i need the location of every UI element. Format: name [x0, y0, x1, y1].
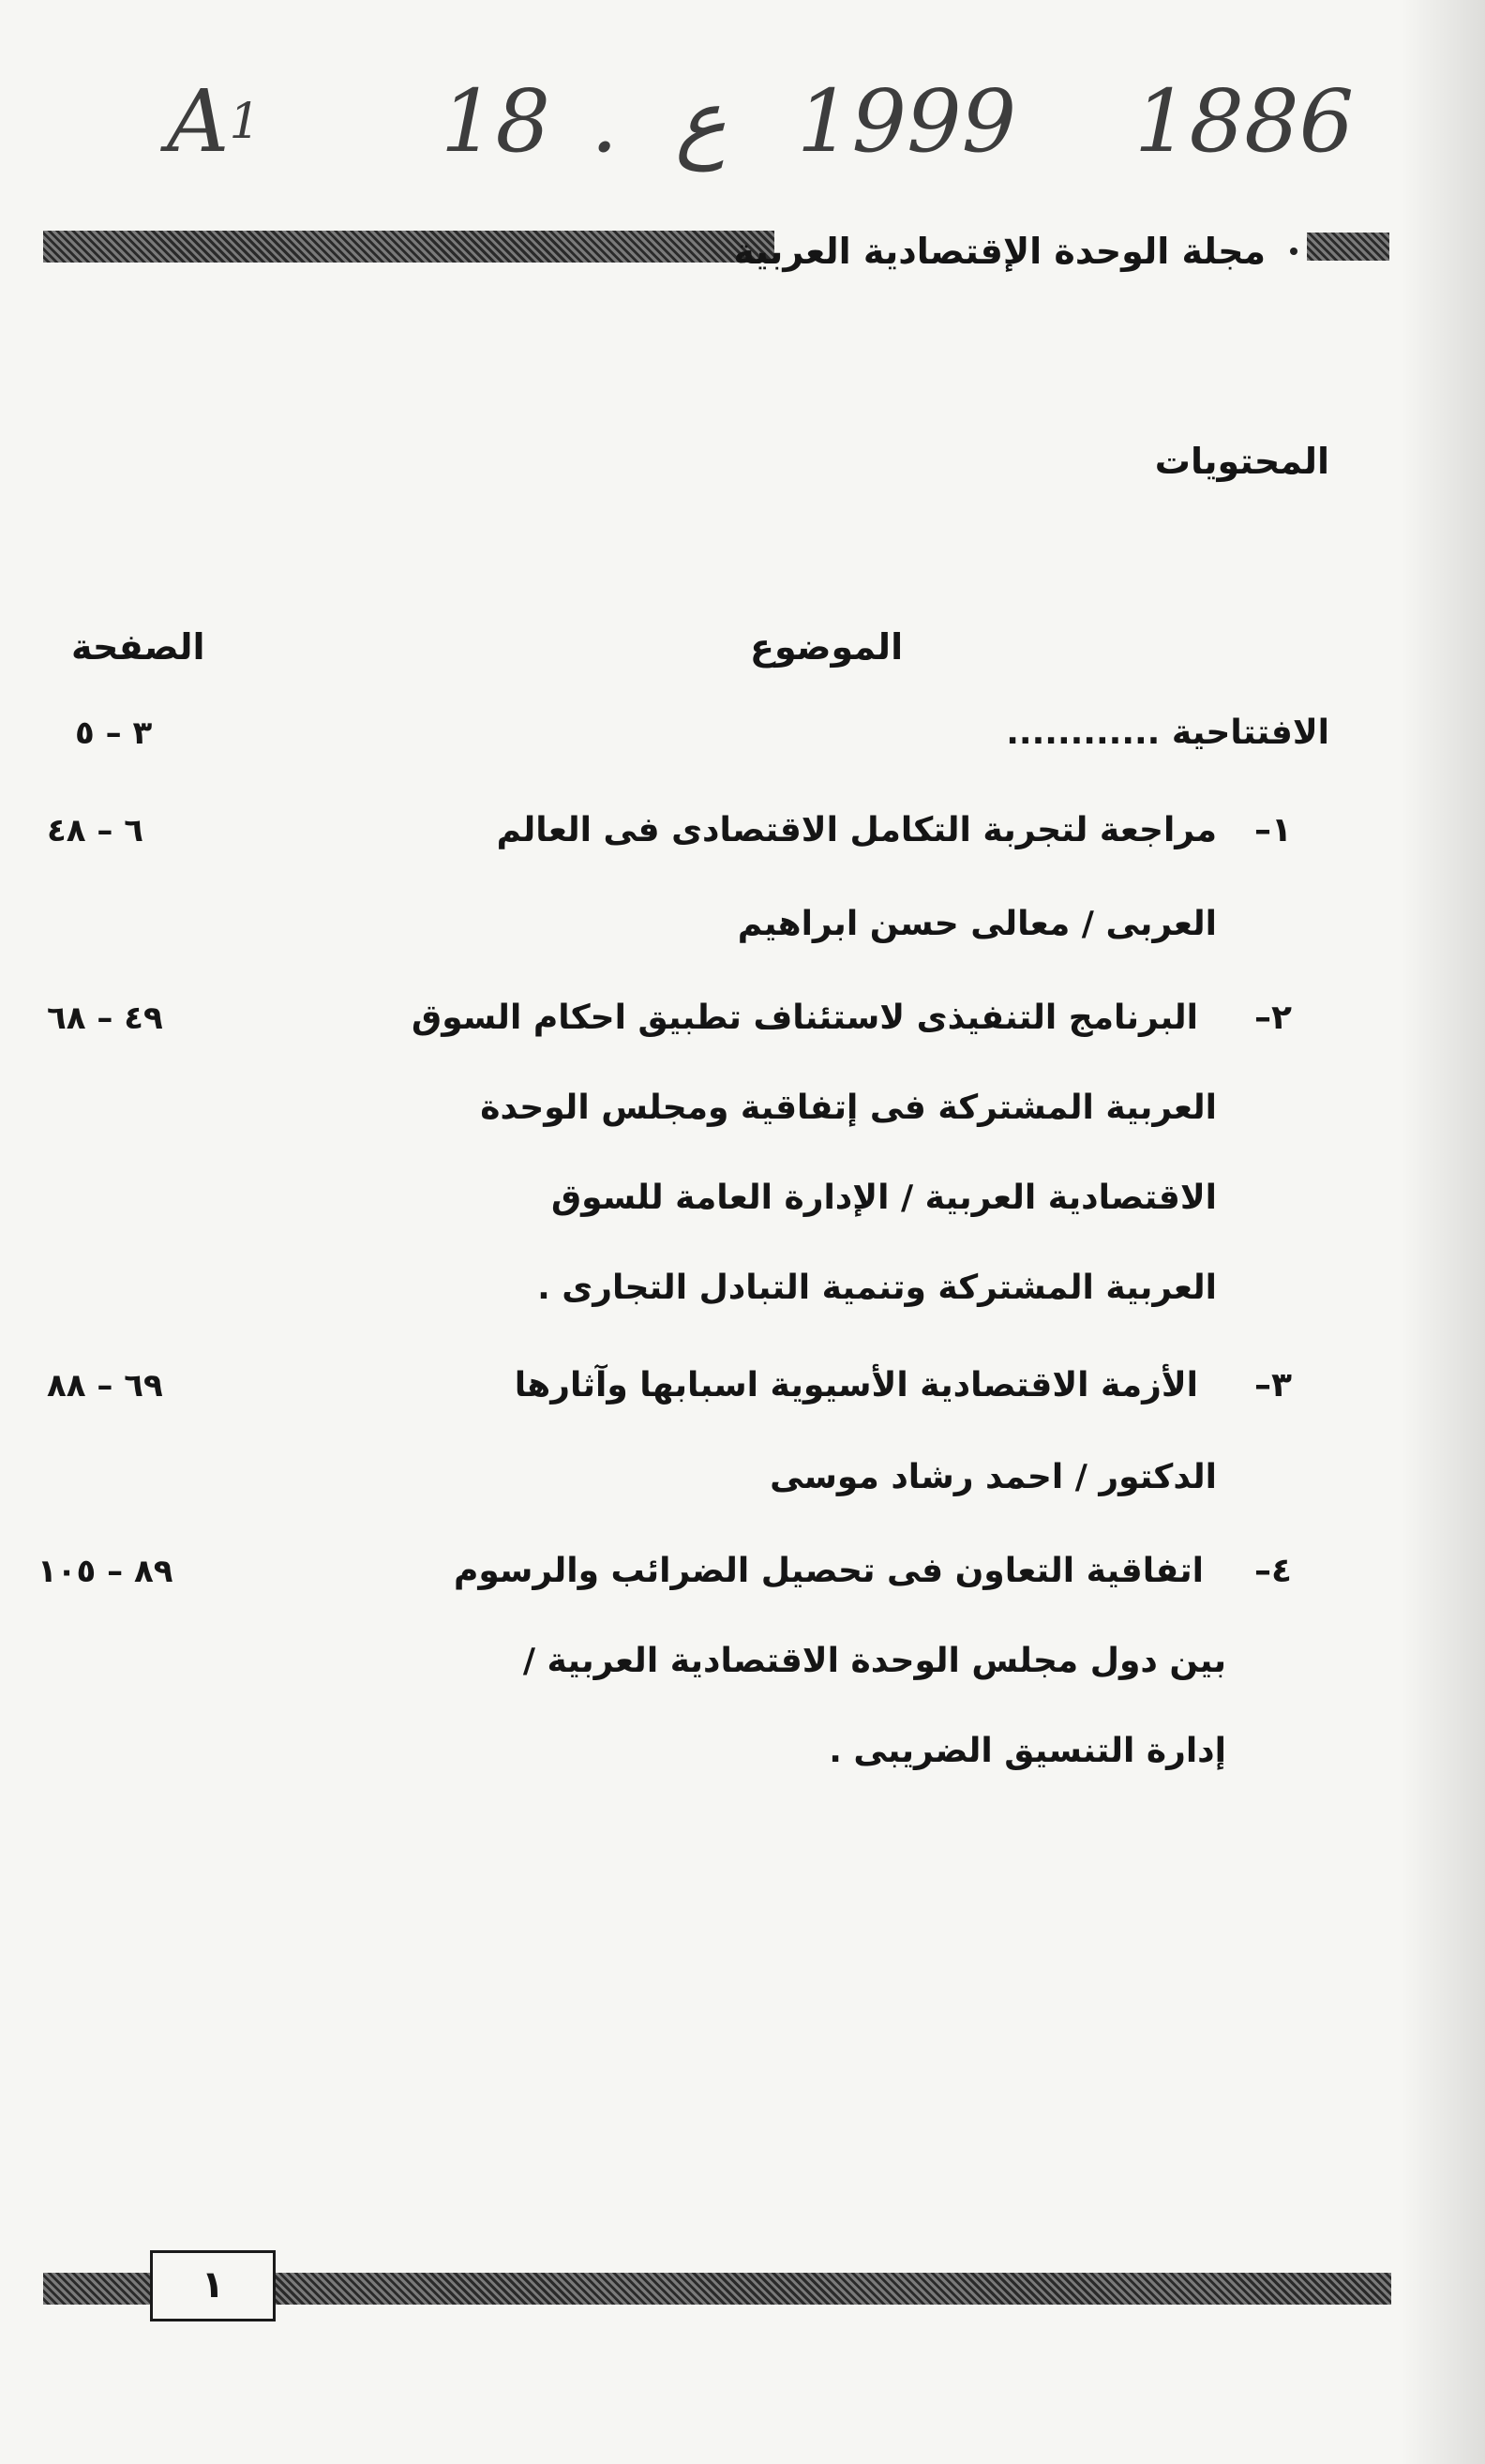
handwritten-year: 1999 [797, 71, 1017, 172]
journal-title: مجلة الوحدة الإقتصادية العربية [733, 231, 1266, 272]
entry-line: البرنامج التنفيذى لاستئناف تطبيق احكام السوق [412, 999, 1198, 1037]
entry-number: ٤– [1254, 1552, 1292, 1590]
entry-line: العربى / معالى حسن ابراهيم [737, 905, 1217, 943]
handwritten-letter: ع [675, 71, 727, 172]
handwritten-ref-sup: 1 [229, 94, 261, 150]
entry-line: اتفاقية التعاون فى تحصيل الضرائب والرسوم [454, 1552, 1204, 1590]
entry-line: مراجعة لتجربة التكامل الاقتصادى فى العالم [496, 811, 1217, 849]
column-header-page: الصفحة [71, 626, 205, 668]
page-number-box [150, 2250, 276, 2321]
handwritten-ref [167, 56, 261, 188]
entry-number: ٢– [1254, 999, 1292, 1037]
column-header-subject: الموضوع [750, 626, 904, 668]
handwritten-ref-letter: A [167, 71, 230, 172]
entry-line: الأزمة الاقتصادية الأسيوية اسبابها وآثارها [514, 1366, 1198, 1405]
entry-line: العربية المشتركة وتنمية التبادل التجارى . [537, 1269, 1217, 1307]
entry-line: الدكتور / احمد رشاد موسى [770, 1458, 1217, 1496]
entry-pages: ٦ – ٤٨ [47, 812, 143, 849]
page-edge-shadow [1401, 0, 1485, 2464]
entry-pages: ٨٩ – ١٠٥ [38, 1553, 173, 1590]
entry-line: الاقتصادية العربية / الإدارة العامة للسوق [550, 1179, 1217, 1217]
entry-line: إدارة التنسيق الضريبى . [829, 1732, 1226, 1770]
intro-title: الافتتاحية ............ [1006, 714, 1329, 752]
entry-number: ١– [1254, 811, 1292, 849]
contents-heading: المحتويات [1154, 441, 1329, 482]
page-number: ١ [201, 2263, 225, 2306]
header-rule-right [1307, 233, 1389, 261]
entry-line: العربية المشتركة فى إتفاقية ومجلس الوحدة [480, 1089, 1217, 1127]
header-rule-left [43, 231, 774, 263]
intro-pages: ٣ – ٥ [75, 714, 153, 752]
header-bullet [1290, 248, 1298, 255]
handwritten-dot: . [591, 71, 619, 172]
handwritten-number: 18 [441, 71, 551, 172]
handwritten-code: 1886 [1134, 71, 1355, 172]
entry-number: ٣– [1254, 1366, 1292, 1405]
entry-line: بين دول مجلس الوحدة الاقتصادية العربية / [522, 1642, 1226, 1680]
entry-pages: ٦٩ – ٨٨ [47, 1367, 163, 1405]
entry-pages: ٤٩ – ٦٨ [47, 999, 163, 1037]
